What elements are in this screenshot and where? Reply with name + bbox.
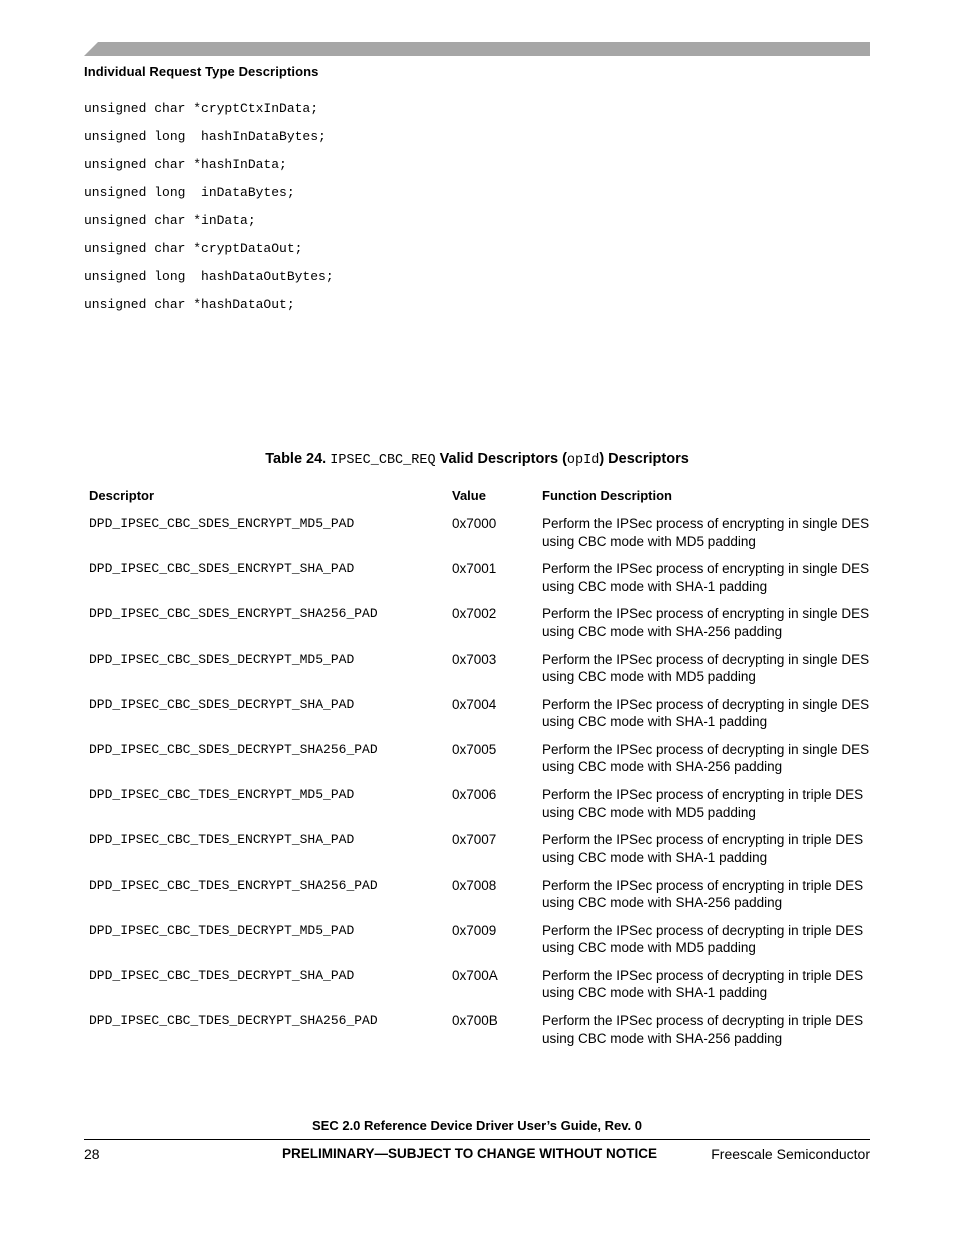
function-cell: Perform the IPSec process of decrypting in single DES using CBC mode with SHA-256 padding [542, 741, 870, 775]
value-cell: 0x7006 [452, 787, 497, 803]
section-heading: Individual Request Type Descriptions [84, 64, 319, 79]
function-cell: Perform the IPSec process of decrypting in triple DES using CBC mode with SHA-1 padding [542, 967, 864, 1001]
descriptor-cell: DPD_IPSEC_CBC_TDES_DECRYPT_SHA_PAD [89, 967, 355, 983]
header-bar [84, 42, 870, 56]
descriptor-cell: DPD_IPSEC_CBC_SDES_ENCRYPT_SHA_PAD [89, 561, 355, 577]
value-cell: 0x7002 [452, 606, 497, 622]
descriptor-cell: DPD_IPSEC_CBC_SDES_DECRYPT_SHA_PAD [89, 696, 355, 712]
value-cell: 0x7003 [452, 651, 497, 667]
value-cell: 0x7000 [452, 516, 497, 531]
descriptor-cell: DPD_IPSEC_CBC_TDES_ENCRYPT_MD5_PAD [89, 787, 355, 803]
function-cell: Perform the IPSec process of decrypting in single DES using CBC mode with MD5 padding [542, 651, 870, 685]
function-cell: Perform the IPSec process of decrypting in single DES using CBC mode with SHA-1 padding [542, 696, 870, 730]
code-line: unsigned char *cryptCtxInData; [84, 101, 319, 116]
descriptor-cell: DPD_IPSEC_CBC_TDES_ENCRYPT_SHA256_PAD [89, 877, 378, 893]
table-row [84, 1012, 870, 1057]
descriptor-table [84, 486, 870, 1057]
preliminary-notice: PRELIMINARY—SUBJECT TO CHANGE WITHOUT NOTICE [282, 1146, 658, 1161]
table-header-row [84, 486, 870, 515]
table-caption [0, 451, 954, 468]
descriptor-cell: DPD_IPSEC_CBC_SDES_DECRYPT_MD5_PAD [89, 651, 355, 667]
descriptor-cell: DPD_IPSEC_CBC_SDES_ENCRYPT_SHA256_PAD [89, 606, 378, 622]
value-cell: 0x7001 [452, 561, 497, 577]
code-line: unsigned char *cryptDataOut; [84, 241, 303, 256]
function-cell: Perform the IPSec process of encrypting in triple DES using CBC mode with SHA-256 padding [542, 877, 864, 910]
page-number: 28 [84, 1146, 100, 1162]
caption-mid: Valid Descriptors ( [439, 451, 567, 467]
descriptor-cell: DPD_IPSEC_CBC_SDES_ENCRYPT_MD5_PAD [89, 516, 355, 531]
code-block [84, 100, 334, 324]
caption-code: IPSEC_CBC_REQ [330, 453, 436, 468]
header-descriptor: Descriptor [89, 488, 155, 503]
table-row [84, 922, 870, 967]
function-cell: Perform the IPSec process of encrypting in single DES using CBC mode with SHA-256 padding [542, 606, 870, 639]
table-row [84, 831, 870, 876]
table-row [84, 515, 870, 560]
company-name: Freescale Semiconductor [711, 1146, 870, 1162]
code-line: unsigned char *hashDataOut; [84, 297, 295, 312]
header-function-description: Function Description [542, 488, 672, 503]
caption-code-opid: opId [566, 453, 600, 468]
value-cell: 0x7007 [452, 832, 497, 848]
footer-divider [84, 1139, 870, 1140]
function-cell: Perform the IPSec process of decrypting in triple DES using CBC mode with SHA-256 padding [542, 1013, 864, 1046]
table-row [84, 696, 870, 741]
function-cell: Perform the IPSec process of decrypting in triple DES using CBC mode with MD5 padding [542, 922, 864, 956]
caption-prefix: Table 24. [265, 451, 327, 467]
code-line: unsigned long inDataBytes; [84, 185, 295, 200]
table-row [84, 967, 870, 1012]
table-row [84, 786, 870, 831]
header-value: Value [452, 488, 486, 503]
function-cell: Perform the IPSec process of encrypting in single DES using CBC mode with MD5 padding [542, 516, 870, 549]
function-cell: Perform the IPSec process of encrypting in triple DES using CBC mode with MD5 padding [542, 787, 864, 820]
descriptor-cell: DPD_IPSEC_CBC_TDES_ENCRYPT_SHA_PAD [89, 832, 355, 848]
value-cell: 0x7008 [452, 877, 497, 893]
value-cell: 0x7009 [452, 922, 497, 938]
table-row [84, 651, 870, 696]
code-line: unsigned long hashDataOutBytes; [84, 269, 334, 284]
code-line: unsigned char *inData; [84, 213, 256, 228]
code-line: unsigned char *hashInData; [84, 157, 287, 172]
table-row [84, 605, 870, 650]
table-row [84, 741, 870, 786]
function-cell: Perform the IPSec process of encrypting in single DES using CBC mode with SHA-1 padding [542, 561, 870, 594]
descriptor-cell: DPD_IPSEC_CBC_SDES_DECRYPT_SHA256_PAD [89, 741, 378, 757]
footer-doc-title: SEC 2.0 Reference Device Driver User’s Guide, Rev. 0 [312, 1118, 642, 1133]
table-row [84, 560, 870, 605]
table-row [84, 877, 870, 922]
function-cell: Perform the IPSec process of encrypting in triple DES using CBC mode with SHA-1 padding [542, 832, 864, 865]
code-line: unsigned long hashInDataBytes; [84, 129, 326, 144]
caption-suffix: ) Descriptors [599, 451, 689, 467]
value-cell: 0x700A [452, 967, 498, 983]
value-cell: 0x700B [452, 1013, 498, 1029]
value-cell: 0x7004 [452, 696, 497, 712]
value-cell: 0x7005 [452, 741, 497, 757]
descriptor-cell: DPD_IPSEC_CBC_TDES_DECRYPT_SHA256_PAD [89, 1013, 378, 1029]
descriptor-cell: DPD_IPSEC_CBC_TDES_DECRYPT_MD5_PAD [89, 922, 355, 938]
